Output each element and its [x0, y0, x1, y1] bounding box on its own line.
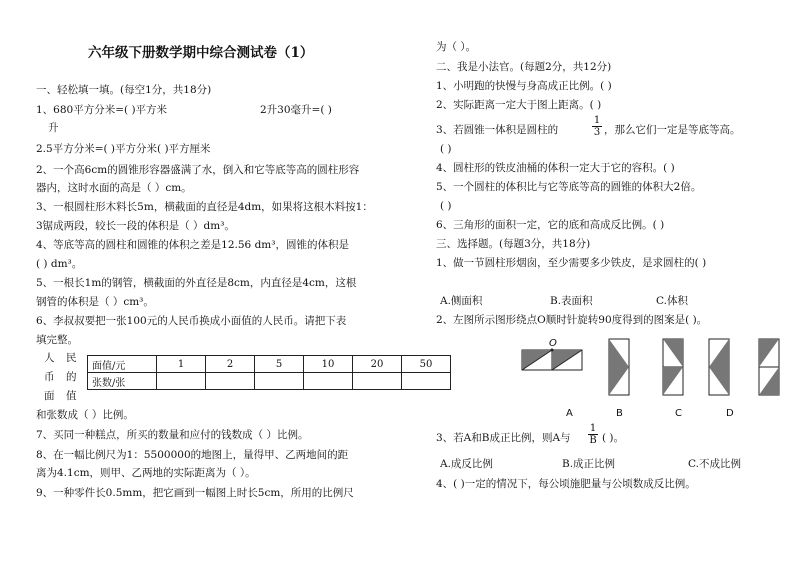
table-cell: 20	[353, 356, 402, 373]
choice-1: 1、做一节圆柱形烟囱，至少需要多少铁皮，是求圆柱的( )	[436, 257, 707, 269]
table-cell-blank[interactable]	[304, 373, 353, 390]
section-1-heading: 一、轻松填一填。(每空1分，共18分)	[36, 84, 212, 96]
question-2a: 2、一个高6cm的圆锥形容器盛满了水，倒入和它等底等高的圆柱形容	[36, 164, 360, 176]
judge-3a: 3、若圆锥一体积是圆柱的	[436, 124, 559, 136]
judge-1: 1、小明跑的快慢与身高成正比例。( )	[436, 80, 612, 92]
question-7: 7、买同一种糕点，所买的数量和应付的钱数成（ ）比例。	[36, 429, 309, 441]
q6-side-text-4: 的	[66, 371, 77, 383]
fraction-one-third	[592, 115, 602, 138]
table-cell: 10	[304, 356, 353, 373]
fraction-numerator: 1	[589, 423, 597, 434]
choice-3-option-c: C.不成比例	[688, 458, 741, 470]
option-b-label: B	[616, 408, 623, 419]
choice-3-option-b: B.成正比例	[562, 458, 616, 470]
q6-side-text-5: 面	[44, 390, 55, 402]
choice-1-option-b: B.表面积	[550, 295, 593, 307]
table-cell: 1	[157, 356, 206, 373]
question-1c: 升	[48, 122, 59, 134]
rotation-point-label: O	[549, 338, 557, 349]
choice-1-option-c: C.体积	[656, 295, 688, 307]
question-1b: 2升30毫升=( )	[260, 104, 332, 116]
table-cell-blank[interactable]	[157, 373, 206, 390]
question-5b: 钢管的体积是（ ）cm³。	[36, 296, 154, 308]
question-1a: 1、680平方分米=( )平方米	[36, 104, 168, 116]
question-4b: ( ) dm³。	[36, 258, 83, 270]
option-b-figure[interactable]	[662, 338, 684, 396]
option-a-figure[interactable]	[608, 338, 630, 396]
q6-side-text-1: 人	[44, 352, 55, 364]
choice-2: 2、左图所示图形绕点O顺时针旋转90度得到的图案是( )。	[436, 314, 708, 326]
option-a-label: A	[566, 408, 573, 419]
table-cell: 5	[255, 356, 304, 373]
option-c-figure[interactable]	[708, 338, 730, 396]
option-d-label: D	[726, 408, 734, 419]
question-1d: 2.5平方分米=( )平方分米( )平方厘米	[36, 143, 211, 155]
choice-1-option-a: A.侧面积	[440, 295, 483, 307]
q9-continued: 为（ ）。	[436, 41, 477, 53]
section-3-heading: 三、选择题。(每题3分，共18分)	[436, 238, 591, 250]
fraction-denominator: 3	[593, 127, 601, 138]
fraction-denominator: B	[589, 435, 597, 446]
judge-3c: ( )	[440, 143, 452, 155]
question-8b: 离为4.1cm，则甲、乙两地的实际距离为（ ）。	[36, 467, 256, 479]
judge-2: 2、实际距离一定大于图上距离。( )	[436, 99, 602, 111]
choice-3-option-a: A.成反比例	[440, 458, 493, 470]
q6-side-text-2: 民	[66, 352, 77, 364]
judge-4: 4、圆柱形的铁皮油桶的体积一定大于它的容积。( )	[436, 162, 675, 174]
table-cell-blank[interactable]	[255, 373, 304, 390]
page-title: 六年级下册数学期中综合测试卷（1）	[88, 45, 314, 61]
question-2b: 器内，这时水面的高是（ ）cm。	[36, 182, 192, 194]
judge-3b: ，那么它们一定是等底等高。	[604, 124, 741, 136]
judge-5a: 5、一个圆柱的体积比与它等底等高的圆锥的体积大2倍。	[436, 181, 702, 193]
denomination-table	[87, 355, 451, 390]
question-3b: 3锯成两段，较长一段的体积是（ ）dm³。	[36, 220, 235, 232]
question-3a: 3、一根圆柱形木料长5m，横截面的直径是4dm，如果将这根木料按1：	[36, 201, 373, 213]
table-row	[88, 373, 451, 390]
table-header-cell: 面值/元	[88, 356, 157, 373]
table-cell: 2	[206, 356, 255, 373]
option-d-figure[interactable]	[758, 338, 780, 396]
option-c-label: C	[675, 408, 682, 419]
choice-4: 4、( )一定的情况下，每公顷施肥量与公顷数成反比例。	[436, 478, 696, 490]
table-cell-blank[interactable]	[402, 373, 451, 390]
table-header-cell: 张数/张	[88, 373, 157, 390]
table-row	[88, 356, 451, 373]
fraction-one-over-b	[588, 423, 598, 446]
table-cell-blank[interactable]	[353, 373, 402, 390]
fraction-numerator: 1	[593, 115, 601, 126]
judge-5b: ( )	[440, 200, 452, 212]
q6-side-text-3: 币	[44, 371, 55, 383]
q6-side-text-6: 值	[66, 390, 77, 402]
section-2-heading: 二、我是小法官。(每题2分，共12分)	[436, 61, 612, 73]
question-6a: 6、李叔叔要把一张100元的人民币换成小面值的人民币。请把下表	[36, 315, 347, 327]
choice-3a: 3、若A和B成正比例，则A与	[436, 432, 571, 444]
table-cell-blank[interactable]	[206, 373, 255, 390]
table-cell: 50	[402, 356, 451, 373]
judge-6: 6、三角形的面积一定，它的底和高成反比例。( )	[436, 219, 665, 231]
question-8a: 8、在一幅比例尺为1：5500000的地图上，量得甲、乙两地间的距	[36, 449, 349, 461]
question-6b: 填完整。	[36, 334, 78, 346]
question-9a: 9、一种零件长0.5mm，把它画到一幅图上时长5cm，所用的比例尺	[36, 487, 354, 499]
choice-3b: ( )。	[602, 432, 625, 444]
question-5a: 5、一根长1m的钢管，横截面的外直径是8cm，内直径是4cm，这根	[36, 277, 357, 289]
question-4a: 4、等底等高的圆柱和圆锥的体积之差是12.56 dm³，圆锥的体积是	[36, 239, 349, 251]
question-6c: 和张数成（ ）比例。	[36, 409, 134, 421]
